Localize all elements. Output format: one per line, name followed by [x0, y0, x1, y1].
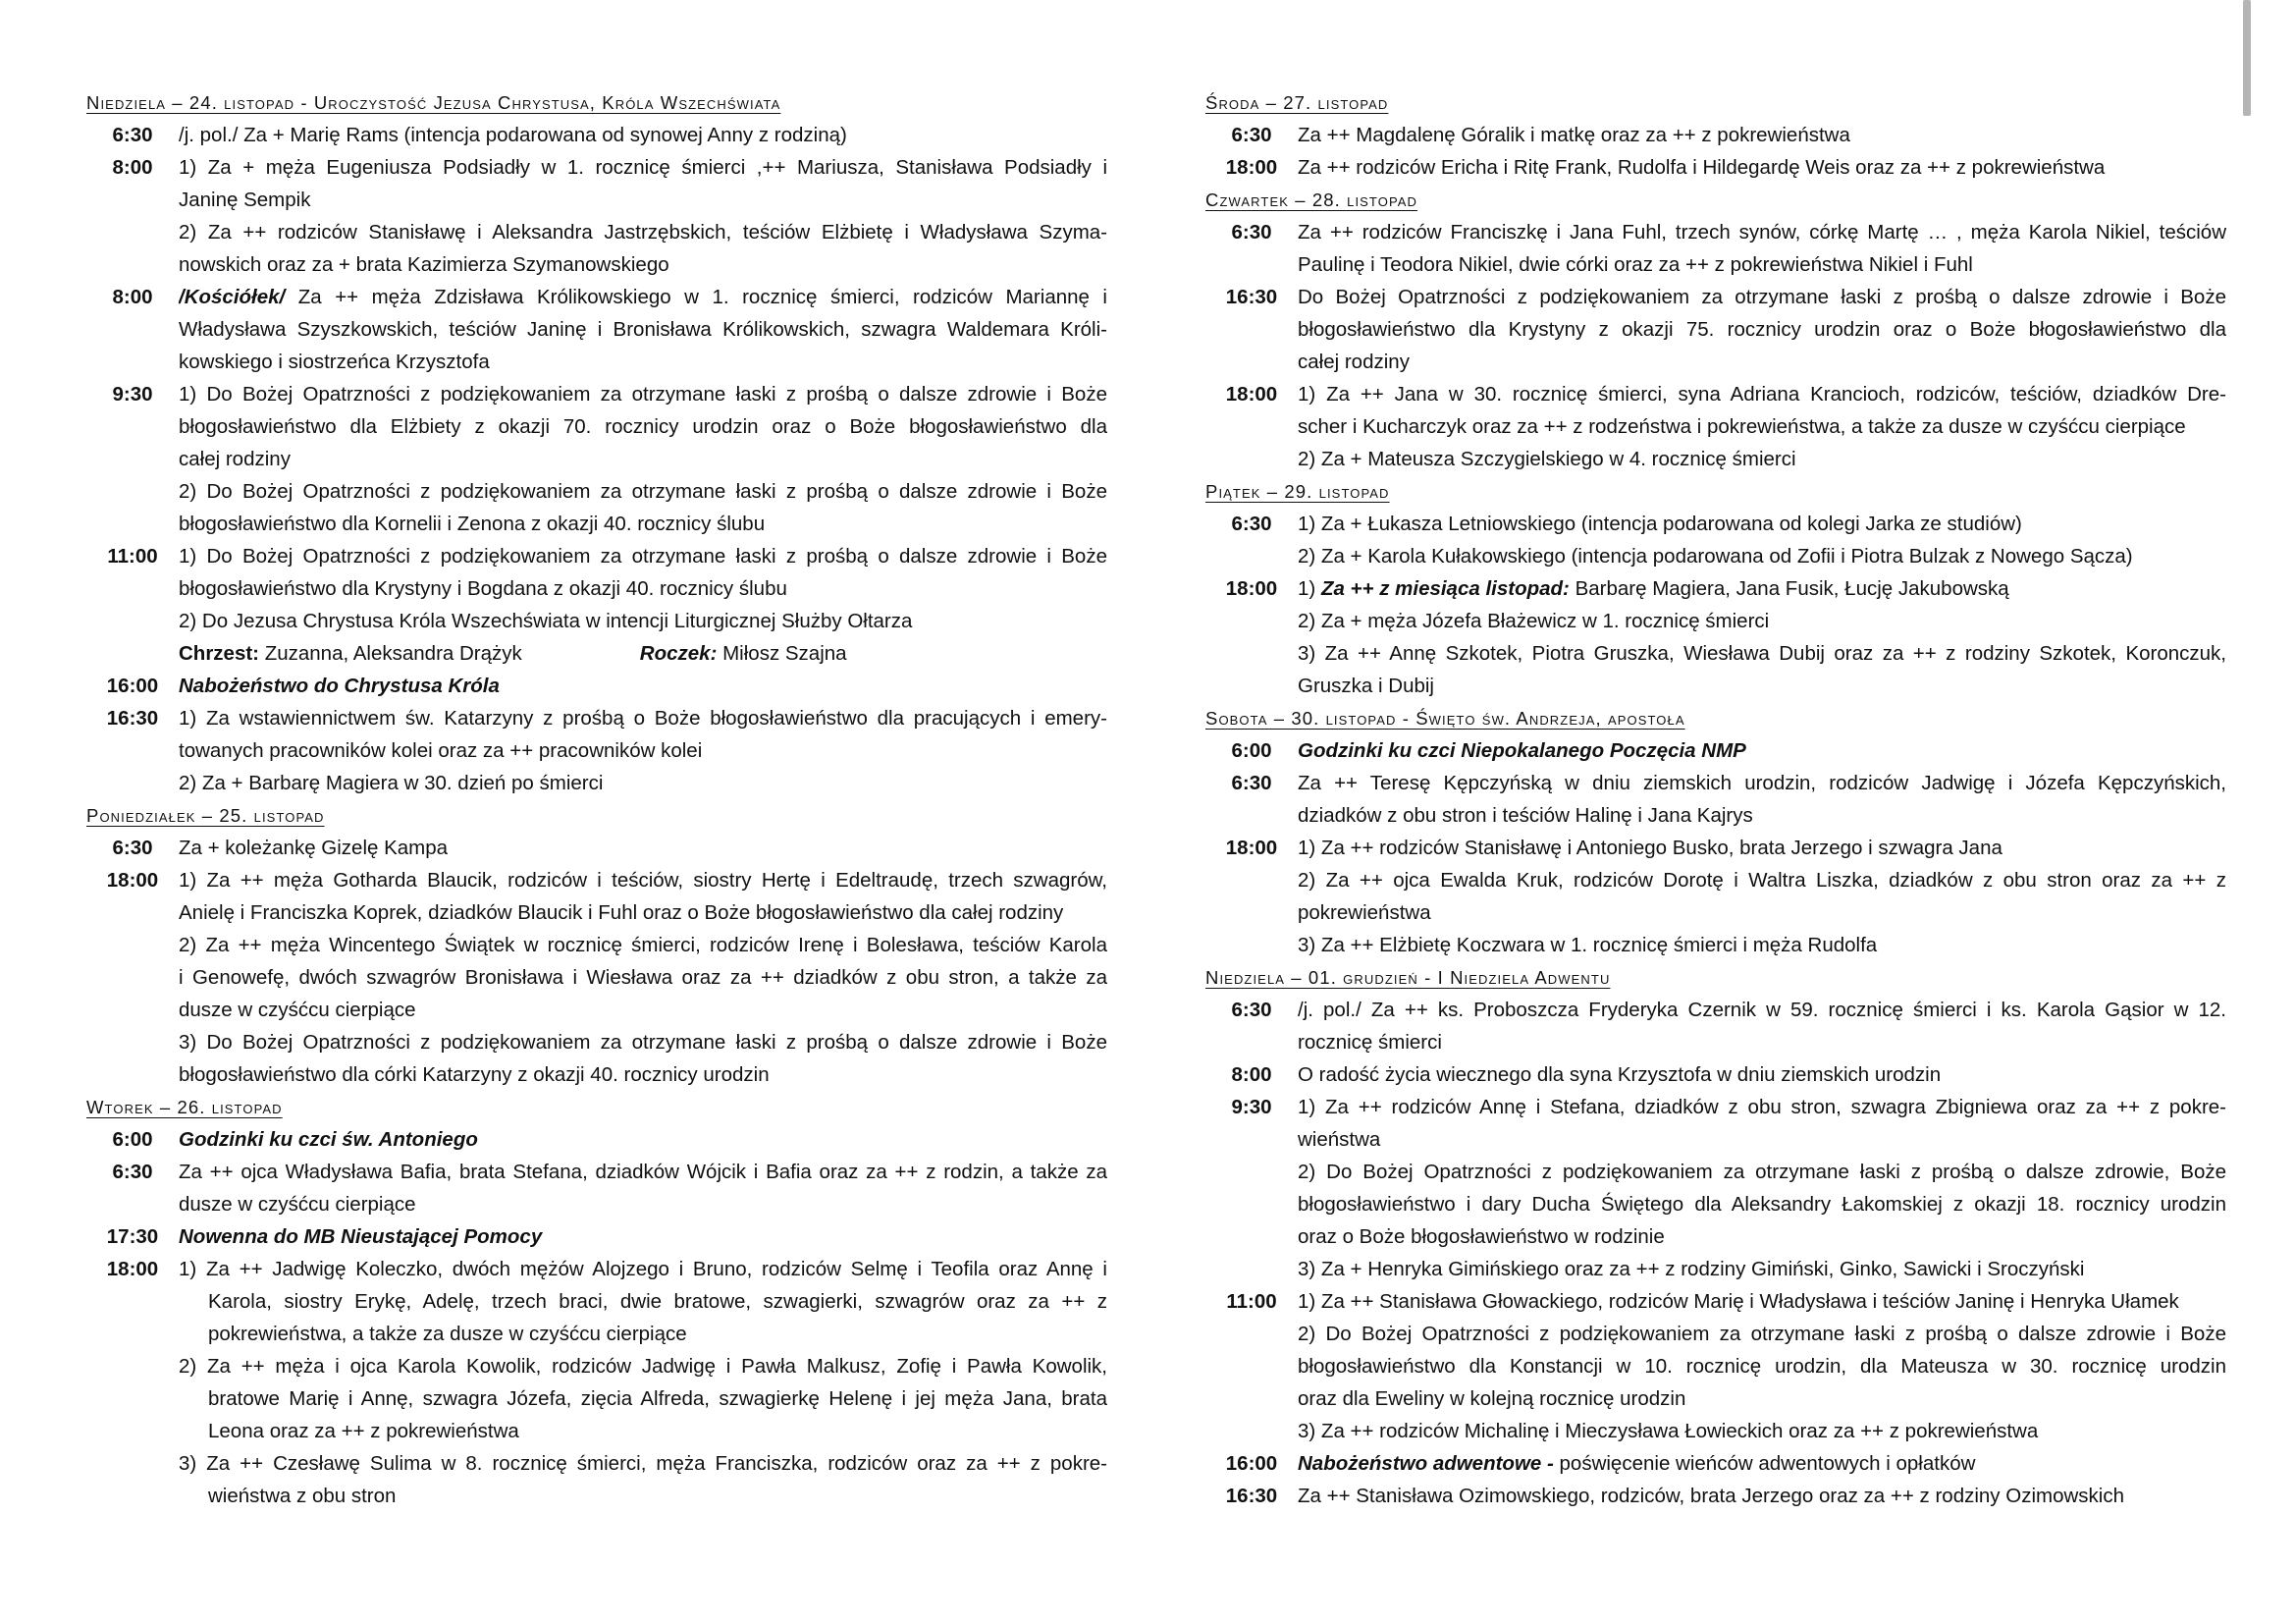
intention-line — [179, 572, 1107, 605]
intention-text — [1298, 1285, 2226, 1447]
intention-text-span: 1) Za ++ rodziców Stanisławę i Antoniego Busko, brata Jerzego i szwagra Jana — [1298, 837, 2002, 859]
intention-line — [179, 832, 1107, 864]
intention-text-span: Paulinę i Teodora Nikiel, dwie córki oraz za ++ z pokrewieństwa Nikiel i Fuhl — [1298, 253, 1973, 276]
intention-text-span: błogosławieństwo i dary Ducha Świętego dla Aleksandry Łakomskiej z okazji 18. rocznicy urodzin — [1298, 1193, 2226, 1216]
intention-text-span: Za ++ rodziców Franciszkę i Jana Fuhl, trzech synów, córkę Martę … , męża Karola Nikiel, teściów — [1298, 221, 2226, 244]
intention-line — [179, 1188, 1107, 1220]
day-heading: Wtorek – 26. listopad — [86, 1097, 283, 1117]
intention-text-span: Za ++ rodziców Ericha i Ritę Frank, Rudolfa i Hildegardę Weis oraz za ++ z pokrewieństwa — [1298, 156, 2106, 179]
mass-entry — [86, 864, 1107, 1091]
intention-line — [179, 216, 1107, 248]
mass-time: 18:00 — [1225, 383, 1278, 406]
intention-text-span: 3) Za ++ Elżbietę Koczwara w 1. rocznicę śmierci i męża Rudolfa — [1298, 934, 1878, 956]
intention-text — [1298, 734, 2226, 767]
mass-entry — [1205, 1447, 2226, 1480]
mass-time: 11:00 — [107, 545, 158, 568]
intention-text-span: 3) Za ++ Annę Szkotek, Piotra Gruszka, Wiesława Dubij oraz za ++ z rodziny Szkotek, Koronczuk, — [1298, 642, 2226, 665]
intention-text-span: 2) Za + Mateusza Szczygielskiego w 4. rocznicę śmierci — [1298, 448, 1796, 470]
mass-entry — [1205, 1285, 2226, 1447]
intention-text-span: 2) Do Bożej Opatrzności z podziękowaniem za otrzymane łaski z prośbą o dalsze zdrowie i Boże — [179, 480, 1107, 503]
intention-text-span: wieństwa z obu stron — [208, 1485, 397, 1507]
intention-line — [179, 1285, 1107, 1318]
mass-entry — [1205, 281, 2226, 378]
intention-text-span: /j. pol./ Za ++ ks. Proboszcza Fryderyka Czernik w 59. rocznicę śmierci i ks. Karola Gąsior w 12. — [1298, 999, 2226, 1021]
scrollbar-thumb[interactable] — [2243, 0, 2251, 116]
mass-entry — [1205, 508, 2226, 572]
intention-text — [1298, 832, 2226, 961]
intention-text-span: rocznicę śmierci — [1298, 1031, 1442, 1054]
intention-line — [179, 1480, 1107, 1512]
intention-line — [1298, 1447, 2226, 1480]
intention-text-span: 2) Za ++ ojca Ewalda Kruk, rodziców Dorotę i Waltra Liszka, dziadków z obu stron oraz za ++ z — [1298, 869, 2226, 892]
intention-line — [1298, 1382, 2226, 1415]
intention-text-span: oraz dla Eweliny w kolejną rocznicę urodzin — [1298, 1387, 1686, 1410]
intention-text — [1298, 378, 2226, 475]
intention-text-span: 3) Do Bożej Opatrzności z podziękowaniem za otrzymane łaski z prośbą o dalsze zdrowie i Boże — [179, 1031, 1107, 1054]
intention-line — [179, 508, 1107, 540]
mass-entry — [86, 540, 1107, 637]
mass-entry — [86, 1156, 1107, 1220]
intention-text-span: Gruszka i Dubij — [1298, 675, 1434, 697]
intention-line — [179, 670, 1107, 702]
intention-line — [1298, 799, 2226, 832]
day-heading: Środa – 27. listopad — [1205, 92, 1389, 113]
mass-time: 9:30 — [1231, 1096, 1272, 1118]
mass-time: 16:00 — [106, 675, 159, 697]
intention-text-span: Za ++ Teresę Kępczyńską w dniu ziemskich urodzin, rodziców Jadwigę i Józefa Kępczyńskich, — [1298, 772, 2226, 794]
intention-text — [1298, 508, 2226, 572]
mass-entry — [86, 670, 1107, 702]
intention-line — [179, 1156, 1107, 1188]
day-heading: Czwartek – 28. listopad — [1205, 189, 1418, 210]
intention-line — [1298, 119, 2226, 151]
intention-text — [1298, 119, 2226, 151]
baptism-text — [179, 637, 1107, 670]
intention-text — [179, 1220, 1107, 1253]
intention-line — [179, 475, 1107, 508]
mass-time: 16:00 — [1225, 1452, 1278, 1475]
mass-time: 18:00 — [106, 869, 159, 892]
mass-time: 6:30 — [1231, 772, 1272, 794]
intention-text-span: kowskiego i siostrzeńca Krzysztofa — [179, 351, 490, 373]
intention-text-span: dziadków z obu stron i teściów Halinę i Jana Kajrys — [1298, 804, 1753, 827]
left-column — [86, 86, 1107, 1512]
intention-text — [179, 281, 1107, 378]
service-detail: poświęcenie wieńców adwentowych i opłatków — [1553, 1452, 1976, 1475]
intention-text-span: Janinę Sempik — [179, 189, 311, 211]
intention-text-span: Władysława Szyszkowskich, teściów Janinę i Bronisława Królikowskich, szwagra Waldemara Króli- — [179, 318, 1107, 341]
intention-line — [179, 151, 1107, 184]
intention-text-span: Leona oraz za ++ z pokrewieństwa — [208, 1420, 519, 1442]
day-heading: Poniedziałek – 25. listopad — [86, 805, 325, 826]
intention-text-span: i Genowefę, dwóch szwagrów Bronisława i Wiesława oraz za ++ dziadków z obu stron, a także za — [179, 966, 1107, 989]
service-name: Godzinki ku czci św. Antoniego — [179, 1128, 478, 1151]
mass-entry — [86, 832, 1107, 864]
intention-text-span: 1) Za + Łukasza Letniowskiego (intencja podarowana od kolegi Jarka ze studiów) — [1298, 513, 2022, 535]
intention-line — [179, 1026, 1107, 1058]
intention-text — [1298, 1447, 2226, 1480]
intention-text-span: Anielę i Franciszka Koprek, dziadków Blaucik i Fuhl oraz o Boże błogosławieństwo dla całej rodziny — [179, 901, 1064, 924]
intention-line — [1298, 929, 2226, 961]
birthday-label: Roczek: — [639, 642, 718, 665]
intention-line — [1298, 443, 2226, 475]
mass-time: 6:30 — [112, 1161, 153, 1183]
intention-text — [1298, 572, 2226, 702]
intention-line — [1298, 1415, 2226, 1447]
intention-line — [179, 702, 1107, 734]
mass-time: 16:30 — [1225, 1485, 1278, 1507]
mass-time: 9:30 — [112, 383, 153, 406]
intention-text — [179, 1123, 1107, 1156]
intention-text-span: Za + koleżankę Gizelę Kampa — [179, 837, 449, 859]
intention-line — [1298, 151, 2226, 184]
intention-line — [1298, 572, 2226, 605]
mass-entry — [1205, 378, 2226, 475]
monthly-label: Za ++ z miesiąca listopad: — [1320, 577, 1570, 600]
mass-entry — [86, 702, 1107, 799]
intention-text — [1298, 216, 2226, 281]
intention-line — [179, 1318, 1107, 1350]
intention-text-span: 2) Za + Barbarę Magiera w 30. dzień po śmierci — [179, 772, 604, 794]
mass-time: 16:30 — [1225, 286, 1278, 308]
intention-line — [1298, 216, 2226, 248]
intention-line — [179, 443, 1107, 475]
intention-text-span: 2) Za + Karola Kułakowskiego (intencja podarowana od Zofii i Piotra Bulzak z Nowego Sącza) — [1298, 545, 2133, 568]
mass-entry — [1205, 119, 2226, 151]
service-name: Nabożeństwo adwentowe - — [1298, 1452, 1554, 1475]
intention-line — [1298, 1220, 2226, 1253]
intention-text-span: towanych pracowników kolei oraz za ++ pracowników kolei — [179, 739, 703, 762]
intention-text — [1298, 151, 2226, 184]
intention-text — [179, 378, 1107, 540]
intention-text-span: dusze w czyśćcu cierpiące — [179, 1193, 416, 1216]
intention-line — [179, 1447, 1107, 1480]
intention-text-span: 1) Do Bożej Opatrzności z podziękowaniem za otrzymane łaski z prośbą o dalsze zdrowie i Boże — [179, 383, 1107, 406]
intention-line — [1298, 832, 2226, 864]
intention-line — [179, 346, 1107, 378]
intention-line — [1298, 1058, 2226, 1091]
day-heading: Niedziela – 24. listopad - Uroczystość Jezusa Chrystusa, Króla Wszechświata — [86, 92, 781, 113]
intention-text-span: 1) Za ++ męża Gotharda Blaucik, rodziców i teściów, siostry Hertę i Edeltraudę, trzech szwagrów, — [179, 869, 1107, 892]
intention-text-span: 2) Za + męża Józefa Błażewicz w 1. rocznicę śmierci — [1298, 610, 1770, 632]
intention-text-span: Za ++ ojca Władysława Bafia, brata Stefana, dziadków Wójcik i Bafia oraz za ++ z rodzin, a także za — [179, 1161, 1107, 1183]
intention-line — [1298, 1188, 2226, 1220]
intention-text-span: 2) Za ++ męża i ojca Karola Kowolik, rodziców Jadwigę i Pawła Malkusz, Zofię i Pawła Kowolik, — [179, 1355, 1107, 1378]
intention-text-span: Za ++ Stanisława Ozimowskiego, rodziców, brata Jerzego oraz za ++ z rodziny Ozimowskich — [1298, 1485, 2124, 1507]
mass-entry — [1205, 151, 2226, 184]
mass-entry — [86, 151, 1107, 281]
intention-text-span: błogosławieństwo dla Krystyny i Bogdana z okazji 40. rocznicy ślubu — [179, 577, 787, 600]
intention-line — [1298, 1253, 2226, 1285]
intention-text-span: 1) Za ++ rodziców Annę i Stefana, dziadków z obu stron, szwagra Zbigniewa oraz za ++ z pokre- — [1298, 1096, 2226, 1118]
intention-text-span: scher i Kucharczyk oraz za ++ z rodzeństwa i pokrewieństwa, a także za dusze w czyśćcu cierpiące — [1298, 415, 2186, 438]
intention-line — [179, 734, 1107, 767]
mass-time: 6:30 — [1231, 513, 1272, 535]
mass-time: 18:00 — [106, 1258, 159, 1280]
intention-text-span: wieństwa — [1298, 1128, 1381, 1151]
intention-line — [1298, 1123, 2226, 1156]
mass-time: 16:30 — [106, 707, 159, 730]
intention-line — [179, 929, 1107, 961]
intention-line — [179, 961, 1107, 994]
service-name: Godzinki ku czci Niepokalanego Poczęcia NMP — [1298, 739, 1746, 762]
intention-line — [179, 767, 1107, 799]
intention-line — [1298, 670, 2226, 702]
intention-line — [179, 1220, 1107, 1253]
baptism-names: Zuzanna, Aleksandra Drążyk — [259, 642, 522, 665]
location-label: /Kościółek/ — [179, 286, 286, 308]
day-heading: Sobota – 30. listopad - Święto św. Andrzeja, apostoła — [1205, 708, 1685, 729]
intention-text-span: błogosławieństwo dla Krystyny z okazji 75. rocznicy urodzin oraz o Boże błogosławieństwo dla — [1298, 318, 2226, 341]
mass-entry — [86, 1220, 1107, 1253]
mass-entry — [1205, 1091, 2226, 1285]
mass-entry — [1205, 572, 2226, 702]
intention-line — [179, 1253, 1107, 1285]
mass-time: 8:00 — [112, 156, 153, 179]
intention-line — [179, 248, 1107, 281]
intention-line — [179, 1415, 1107, 1447]
intention-text-span: 2) Do Bożej Opatrzności z podziękowaniem za otrzymane łaski z prośbą o dalsze zdrowie, Boże — [1298, 1161, 2226, 1183]
intention-text-span: błogosławieństwo dla Kornelii i Zenona z okazji 40. rocznicy ślubu — [179, 513, 766, 535]
intention-line — [1298, 1091, 2226, 1123]
mass-entry — [1205, 734, 2226, 767]
intention-text — [179, 540, 1107, 637]
intention-text — [1298, 1091, 2226, 1285]
intention-line — [179, 605, 1107, 637]
intention-text-span: 1) Za ++ Jana w 30. rocznicę śmierci, syna Adriana Krancioch, rodziców, teściów, dziadków Dre- — [1298, 383, 2226, 406]
intention-text-span: Za ++ męża Zdzisława Królikowskiego w 1. rocznicę śmierci, rodziców Mariannę i — [285, 286, 1107, 308]
intention-text-span: 2) Do Bożej Opatrzności z podziękowaniem za otrzymane łaski z prośbą o dalsze zdrowie i Boże — [1298, 1323, 2226, 1345]
mass-time: 17:30 — [106, 1225, 159, 1248]
intention-text-span: całej rodziny — [1298, 351, 1410, 373]
intention-text-span: błogosławieństwo dla córki Katarzyny z okazji 40. rocznicy urodzin — [179, 1063, 770, 1086]
intention-text-span: pokrewieństwa, a także za dusze w czyśćcu cierpiące — [208, 1323, 687, 1345]
mass-entry — [1205, 832, 2226, 961]
mass-time: 6:00 — [1231, 739, 1272, 762]
intention-text-span: bratowe Marię i Annę, szwagra Józefa, zięcia Alfreda, szwagierkę Helenę i jej męża Jana, brata — [208, 1387, 1107, 1410]
intention-line — [179, 1058, 1107, 1091]
mass-time: 6:30 — [112, 124, 153, 146]
mass-time-empty — [86, 637, 179, 670]
intention-line — [1298, 1026, 2226, 1058]
day-heading: Niedziela – 01. grudzień - I Niedziela Adwentu — [1205, 967, 1611, 988]
intention-line — [179, 119, 1107, 151]
intention-line — [1298, 1350, 2226, 1382]
intention-text — [1298, 1058, 2226, 1091]
birthday-names: Miłosz Szajna — [717, 642, 847, 665]
intention-line — [1298, 734, 2226, 767]
intention-text — [1298, 767, 2226, 832]
intention-line — [1298, 346, 2226, 378]
service-name: Nabożeństwo do Chrystusa Króla — [179, 675, 500, 697]
intention-text-span: błogosławieństwo dla Konstancji w 10. rocznicę urodzin, dla Mateusza w 30. rocznicę urodzin — [1298, 1355, 2226, 1378]
intention-text-span: całej rodziny — [179, 448, 291, 470]
intention-text-span: dusze w czyśćcu cierpiące — [179, 999, 416, 1021]
intention-line — [1298, 767, 2226, 799]
intention-text-span: O radość życia wiecznego dla syna Krzysztofa w dniu ziemskich urodzin — [1298, 1063, 1942, 1086]
intention-text-span: Barbarę Magiera, Jana Fusik, Łucję Jakubowską — [1569, 577, 2009, 600]
intention-text — [179, 1253, 1107, 1512]
intention-text-span: /j. pol./ Za + Marię Rams (intencja podarowana od synowej Anny z rodziną) — [179, 124, 847, 146]
mass-time: 8:00 — [112, 286, 153, 308]
mass-entry — [86, 281, 1107, 378]
intention-text — [179, 119, 1107, 151]
baptism-entry — [86, 637, 1107, 670]
mass-time: 6:30 — [1231, 124, 1272, 146]
intention-line — [179, 864, 1107, 896]
intention-line — [179, 1350, 1107, 1382]
intention-text-span: Karola, siostry Erykę, Adelę, trzech braci, dwie bratowe, szwagierki, szwagrów oraz za ++ z — [208, 1290, 1107, 1313]
intention-line — [1298, 864, 2226, 896]
intention-text — [179, 832, 1107, 864]
mass-entry — [1205, 1480, 2226, 1512]
mass-time: 6:30 — [1231, 221, 1272, 244]
item-number: 1) — [1298, 577, 1321, 600]
intention-line — [179, 313, 1107, 346]
intention-line — [179, 410, 1107, 443]
intention-line — [1298, 1480, 2226, 1512]
intention-line — [179, 281, 1107, 313]
right-column — [1205, 86, 2226, 1512]
intention-text-span: Za ++ Magdalenę Góralik i matkę oraz za ++ z pokrewieństwa — [1298, 124, 1850, 146]
intention-line — [1298, 540, 2226, 572]
intention-line — [179, 896, 1107, 929]
intention-line — [1298, 605, 2226, 637]
mass-time: 18:00 — [1225, 156, 1278, 179]
intention-text-span: pokrewieństwa — [1298, 901, 1431, 924]
intention-text — [1298, 1480, 2226, 1512]
intention-text-span: 2) Za ++ rodziców Stanisławę i Aleksandra Jastrzębskich, teściów Elżbietę i Władysława Szyma- — [179, 221, 1107, 244]
mass-time: 6:30 — [1231, 999, 1272, 1021]
mass-time: 8:00 — [1231, 1063, 1272, 1086]
intention-text-span: 1) Za ++ Jadwigę Koleczko, dwóch mężów Alojzego i Bruno, rodziców Selmę i Teofila oraz Annę i — [179, 1258, 1107, 1280]
intention-text-span: 1) Za wstawiennictwem św. Katarzyny z prośbą o Boże błogosławieństwo dla pracujących i emery- — [179, 707, 1107, 730]
mass-entry — [1205, 216, 2226, 281]
intention-line — [1298, 313, 2226, 346]
intention-line — [1298, 637, 2226, 670]
intention-line — [1298, 378, 2226, 410]
intention-text-span: 1) Za + męża Eugeniusza Podsiadły w 1. rocznicę śmierci ,++ Mariusza, Stanisława Podsiadły i — [179, 156, 1107, 179]
intention-text — [179, 702, 1107, 799]
intention-text-span: 2) Za ++ męża Wincentego Świątek w rocznicę śmierci, rodziców Irenę i Bolesława, teściów Karola — [179, 934, 1107, 956]
mass-entry — [86, 1253, 1107, 1512]
day-heading: Piątek – 29. listopad — [1205, 481, 1390, 502]
intention-line — [179, 1382, 1107, 1415]
intention-text-span: nowskich oraz za + brata Kazimierza Szymanowskiego — [179, 253, 669, 276]
intention-line — [1298, 896, 2226, 929]
intention-line — [179, 994, 1107, 1026]
mass-time: 18:00 — [1225, 837, 1278, 859]
intention-line — [179, 378, 1107, 410]
intention-text — [1298, 281, 2226, 378]
intention-text-span: 1) Za ++ Stanisława Głowackiego, rodziców Marię i Władysława i teściów Janinę i Henryka Ułamek — [1298, 1290, 2179, 1313]
intention-text — [179, 670, 1107, 702]
intention-line — [1298, 1156, 2226, 1188]
mass-entry — [1205, 994, 2226, 1058]
intention-text-span: 2) Do Jezusa Chrystusa Króla Wszechświata w intencji Liturgicznej Służby Ołtarza — [179, 610, 913, 632]
intention-line — [1298, 1318, 2226, 1350]
intention-text — [179, 864, 1107, 1091]
intention-text — [179, 1156, 1107, 1220]
intention-text — [1298, 994, 2226, 1058]
intention-line — [179, 184, 1107, 216]
intention-line — [1298, 248, 2226, 281]
intention-text — [179, 151, 1107, 281]
intention-text-span: 3) Za + Henryka Gimińskiego oraz za ++ z rodziny Gimiński, Ginko, Sawicki i Sroczyński — [1298, 1258, 2085, 1280]
intention-line — [1298, 508, 2226, 540]
intention-line — [1298, 994, 2226, 1026]
baptism-label: Chrzest: — [179, 642, 260, 665]
intention-line — [1298, 281, 2226, 313]
intention-text-span: 1) Do Bożej Opatrzności z podziękowaniem za otrzymane łaski z prośbą o dalsze zdrowie i Boże — [179, 545, 1107, 568]
intention-line — [179, 1123, 1107, 1156]
mass-entry — [1205, 767, 2226, 832]
intention-text-span: 3) Za ++ rodziców Michalinę i Mieczysława Łowieckich oraz za ++ z pokrewieństwa — [1298, 1420, 2039, 1442]
intention-line — [1298, 1285, 2226, 1318]
baptism-line — [179, 637, 1107, 670]
intention-text-span: 3) Za ++ Czesławę Sulima w 8. rocznicę śmierci, męża Franciszka, rodziców oraz za ++ z pokre- — [179, 1452, 1107, 1475]
service-name: Nowenna do MB Nieustającej Pomocy — [179, 1225, 543, 1248]
intention-line — [179, 540, 1107, 572]
intention-text-span: oraz o Boże błogosławieństwo w rodzinie — [1298, 1225, 1665, 1248]
intention-text-span: błogosławieństwo dla Elżbiety z okazji 70. rocznicy urodzin oraz o Boże błogosławieństwo dla — [179, 415, 1107, 438]
mass-time: 11:00 — [1226, 1290, 1277, 1313]
mass-time: 6:00 — [112, 1128, 153, 1151]
mass-entry — [86, 1123, 1107, 1156]
intention-line — [1298, 410, 2226, 443]
mass-entry — [86, 119, 1107, 151]
mass-entry — [1205, 1058, 2226, 1091]
mass-time: 18:00 — [1225, 577, 1278, 600]
intention-text-span: Do Bożej Opatrzności z podziękowaniem za otrzymane łaski z prośbą o dalsze zdrowie i Boże — [1298, 286, 2226, 308]
mass-entry — [86, 378, 1107, 540]
mass-time: 6:30 — [112, 837, 153, 859]
